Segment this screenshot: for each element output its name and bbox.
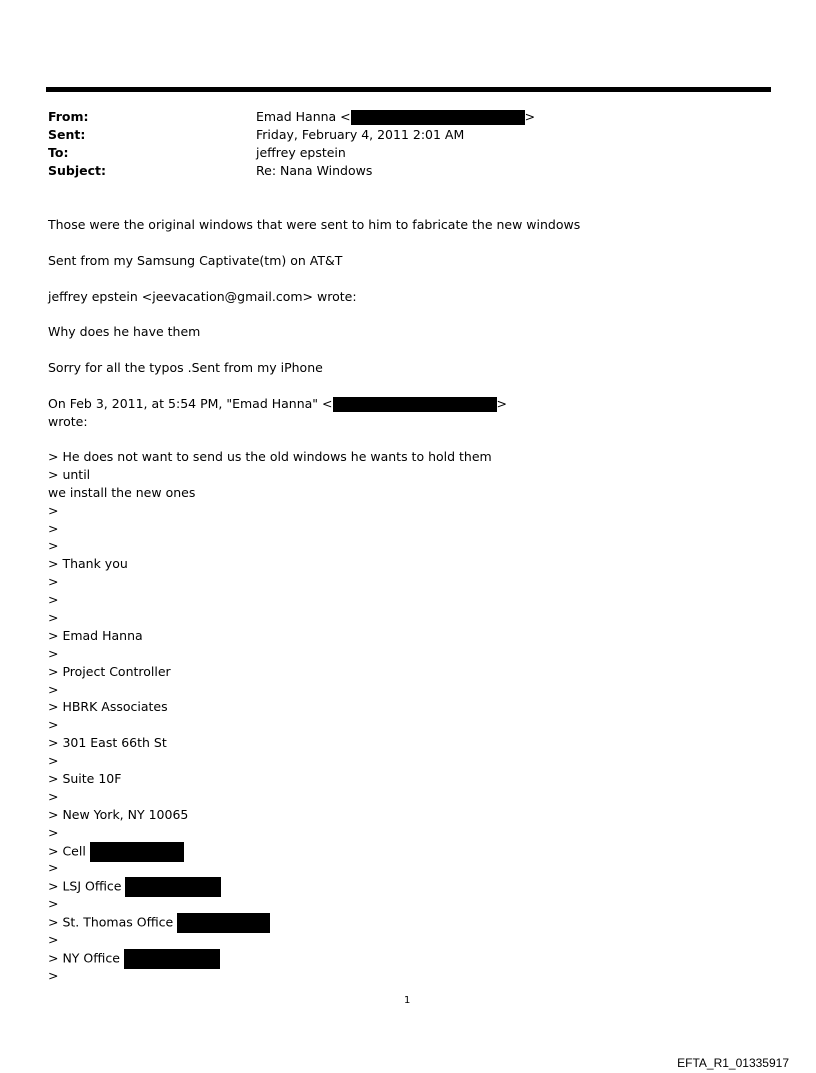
quote-line bbox=[48, 842, 492, 860]
redaction-bar bbox=[177, 913, 270, 933]
from-close: > bbox=[524, 109, 536, 124]
ny-office-label: > NY Office bbox=[48, 950, 120, 966]
quote-line: > 301 East 66th St bbox=[48, 735, 167, 751]
quote-line: > Emad Hanna bbox=[48, 627, 143, 643]
redaction-bar bbox=[333, 397, 497, 412]
subject-value: Re: Nana Windows bbox=[256, 163, 373, 178]
redaction-bar bbox=[90, 842, 184, 862]
quote-line: > bbox=[48, 520, 59, 536]
quote-line: > bbox=[48, 896, 59, 912]
quote-line bbox=[48, 949, 492, 967]
body-line: Sorry for all the typos .Sent from my iPhone bbox=[48, 360, 323, 375]
quote-line: > bbox=[48, 753, 59, 769]
quote-line: > bbox=[48, 932, 59, 948]
sent-value: Friday, February 4, 2011 2:01 AM bbox=[256, 127, 465, 142]
header-rule bbox=[46, 87, 771, 92]
from-value bbox=[256, 108, 535, 126]
quote-line bbox=[48, 913, 492, 931]
quote-line: > bbox=[48, 860, 59, 876]
document-id: EFTA_R1_01335917 bbox=[677, 1056, 789, 1070]
to-value: jeffrey epstein bbox=[256, 145, 346, 160]
redaction-bar bbox=[125, 877, 221, 897]
cell-label: > Cell bbox=[48, 843, 86, 859]
body-line: Sent from my Samsung Captivate(tm) on AT&T bbox=[48, 253, 343, 268]
sent-row bbox=[48, 126, 535, 144]
quote-line: > New York, NY 10065 bbox=[48, 806, 189, 822]
quote-line: > HBRK Associates bbox=[48, 699, 168, 715]
quoted-message bbox=[48, 448, 492, 985]
quote-line: > He does not want to send us the old windows he wants to hold them bbox=[48, 449, 492, 464]
redaction-bar bbox=[351, 110, 525, 125]
quote-line: > bbox=[48, 717, 59, 733]
quote-line: > Project Controller bbox=[48, 663, 171, 679]
quote-line: > bbox=[48, 610, 59, 626]
from-row bbox=[48, 108, 535, 126]
quote-line: > bbox=[48, 788, 59, 804]
body-line bbox=[48, 395, 507, 413]
body-line: jeffrey epstein <jeevacation@gmail.com> wrote: bbox=[48, 289, 357, 304]
quote-line: > bbox=[48, 645, 59, 661]
quote-line: > bbox=[48, 538, 59, 554]
to-row bbox=[48, 144, 535, 162]
st-thomas-office-label: > St. Thomas Office bbox=[48, 914, 174, 930]
page-number: 1 bbox=[404, 995, 411, 1006]
body-line: wrote: bbox=[48, 414, 88, 429]
subject-row bbox=[48, 162, 535, 180]
body-line: Why does he have them bbox=[48, 324, 201, 339]
quote-line: > bbox=[48, 681, 59, 697]
from-name: Emad Hanna < bbox=[256, 109, 351, 124]
to-label: To: bbox=[48, 145, 69, 160]
from-label: From: bbox=[48, 109, 89, 124]
sent-label: Sent: bbox=[48, 127, 86, 142]
quote-line: > bbox=[48, 502, 59, 518]
quoted-intro: On Feb 3, 2011, at 5:54 PM, "Emad Hanna" < bbox=[48, 396, 333, 411]
quote-line bbox=[48, 877, 492, 895]
email-header bbox=[48, 108, 535, 180]
quote-line: > until bbox=[48, 466, 91, 482]
quote-line: > bbox=[48, 967, 59, 983]
quote-line: > Thank you bbox=[48, 556, 128, 572]
lsj-office-label: > LSJ Office bbox=[48, 878, 122, 894]
quote-line: > bbox=[48, 592, 59, 608]
quote-line: we install the new ones bbox=[48, 484, 196, 500]
quote-line: > bbox=[48, 574, 59, 590]
quote-line: > Suite 10F bbox=[48, 771, 122, 787]
body-line: Those were the original windows that were sent to him to fabricate the new windows bbox=[48, 217, 581, 232]
quoted-intro-close: > bbox=[496, 396, 507, 411]
redaction-bar bbox=[124, 949, 220, 969]
quote-line: > bbox=[48, 824, 59, 840]
subject-label: Subject: bbox=[48, 163, 106, 178]
